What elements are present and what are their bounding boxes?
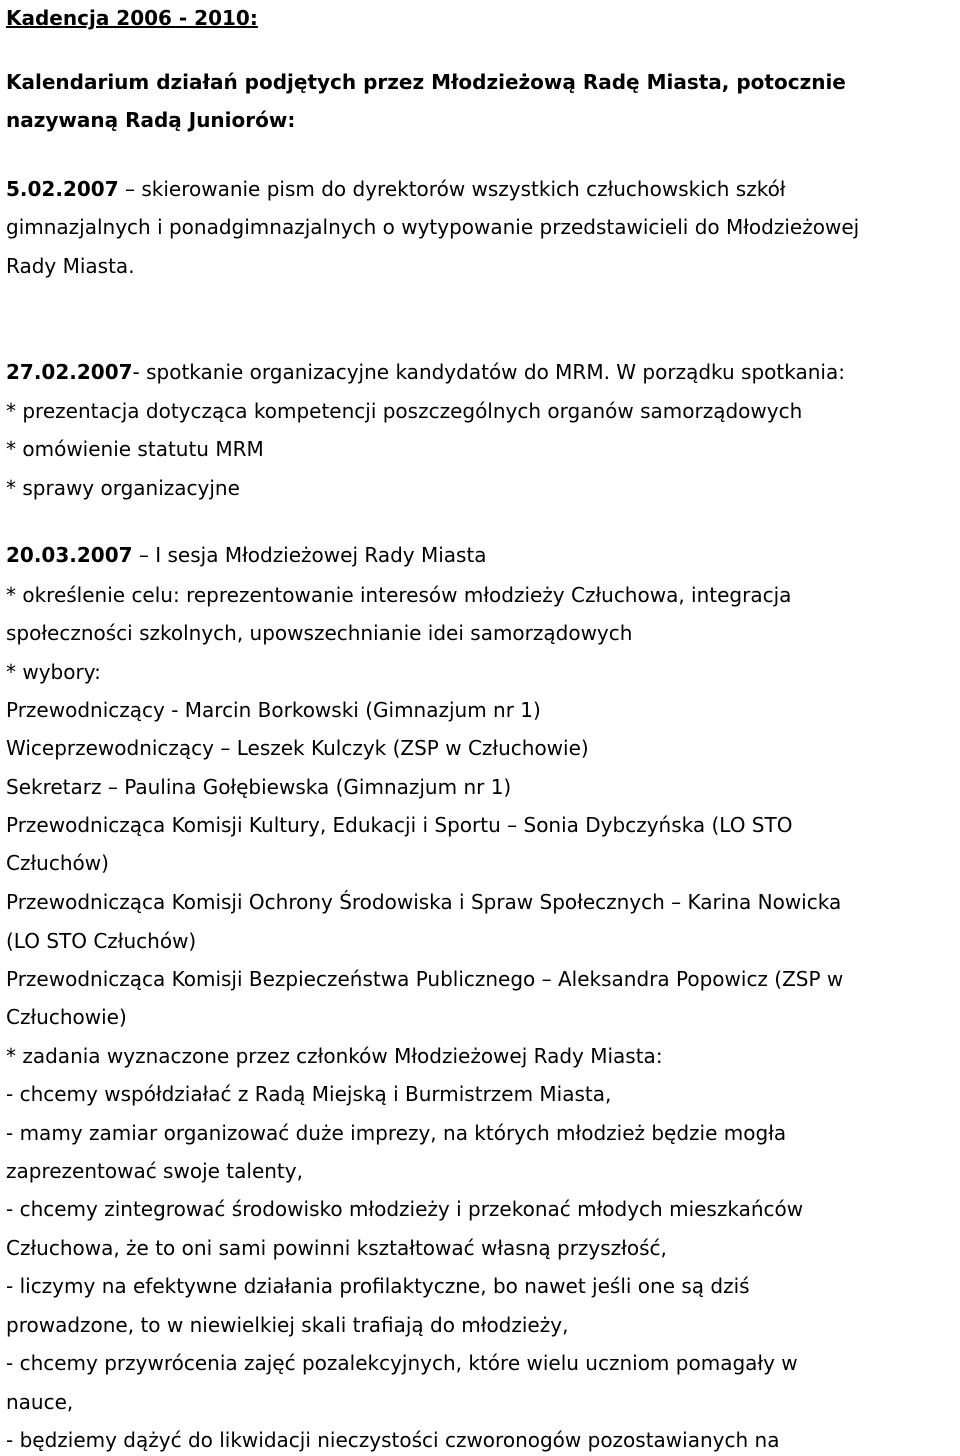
entry-3-text: – I sesja Młodzieżowej Rady Miasta: [132, 543, 487, 567]
entry-1-date: 5.02.2007: [6, 177, 119, 201]
entry-3-line-14: * zadania wyznaczone przez członków Młodzieżowej Rady Miasta:: [6, 1044, 663, 1068]
entry-3-line-21: prowadzone, to w niewielkiej skali trafiają do młodzieży,: [6, 1313, 569, 1337]
entry-3-line-3: społeczności szkolnych, upowszechnianie idei samorządowych: [6, 621, 633, 645]
entry-3-line-18: - chcemy zintegrować środowisko młodzieży i przekonać młodych mieszkańców: [6, 1197, 804, 1221]
entry-3-line-11: (LO STO Człuchów): [6, 929, 197, 953]
entry-3-line-10: Przewodnicząca Komisji Ochrony Środowiska i Spraw Społecznych – Karina Nowicka: [6, 890, 842, 914]
entry-3-line-13: Człuchowie): [6, 1005, 127, 1029]
entry-3-line-20: - liczymy na efektywne działania profilaktyczne, bo nawet jeśli one są dziś: [6, 1274, 750, 1298]
entry-3-line-9: Człuchów): [6, 851, 109, 875]
entry-3-line-19: Człuchowa, że to oni sami powinni kształtować własną przyszłość,: [6, 1236, 667, 1260]
entry-3-line-24: - będziemy dążyć do likwidacji nieczystości czworonogów pozostawianych na: [6, 1428, 780, 1452]
entry-3-line-22: - chcemy przywrócenia zajęć pozalekcyjnych, które wielu uczniom pomagały w: [6, 1351, 798, 1375]
entry-3-line-6: Wiceprzewodniczący – Leszek Kulczyk (ZSP w Człuchowie): [6, 736, 589, 760]
entry-3-line-7: Sekretarz – Paulina Gołębiewska (Gimnazjum nr 1): [6, 775, 512, 799]
entry-1-line-3: Rady Miasta.: [6, 254, 135, 278]
entry-2-line-3: * omówienie statutu MRM: [6, 437, 264, 461]
entry-3-line-5: Przewodniczący - Marcin Borkowski (Gimnazjum nr 1): [6, 698, 541, 722]
document-heading: Kadencja 2006 - 2010:: [6, 6, 258, 30]
entry-2-date: 27.02.2007: [6, 360, 133, 384]
entry-3-line-12: Przewodnicząca Komisji Bezpieczeństwa Publicznego – Aleksandra Popowicz (ZSP w: [6, 967, 844, 991]
entry-3-line-1: [6, 543, 487, 567]
entry-2-line-4: * sprawy organizacyjne: [6, 476, 240, 500]
document-subheading-line-1: Kalendarium działań podjętych przez Młodzieżową Radę Miasta, potocznie: [6, 70, 846, 94]
entry-3-line-4: * wybory:: [6, 660, 101, 684]
entry-3-date: 20.03.2007: [6, 543, 133, 567]
entry-3-line-15: - chcemy współdziałać z Radą Miejską i Burmistrzem Miasta,: [6, 1082, 612, 1106]
entry-3-line-2: * określenie celu: reprezentowanie interesów młodzieży Człuchowa, integracja: [6, 583, 792, 607]
entry-1-line-1: [6, 177, 785, 201]
entry-3-line-16: - mamy zamiar organizować duże imprezy, na których młodzież będzie mogła: [6, 1121, 787, 1145]
entry-1-line-2: gimnazjalnych i ponadgimnazjalnych o wytypowanie przedstawicieli do Młodzieżowej: [6, 215, 860, 239]
entry-3-line-23: nauce,: [6, 1390, 74, 1414]
entry-2-line-1: [6, 360, 845, 384]
entry-3-line-8: Przewodnicząca Komisji Kultury, Edukacji i Sportu – Sonia Dybczyńska (LO STO: [6, 813, 793, 837]
entry-1-text: – skierowanie pism do dyrektorów wszystkich człuchowskich szkół: [118, 177, 786, 201]
entry-2-line-2: * prezentacja dotycząca kompetencji poszczególnych organów samorządowych: [6, 399, 803, 423]
entry-3-line-17: zaprezentować swoje talenty,: [6, 1159, 303, 1183]
entry-2-text: - spotkanie organizacyjne kandydatów do MRM. W porządku spotkania:: [132, 360, 845, 384]
document-subheading-line-2: nazywaną Radą Juniorów:: [6, 108, 296, 132]
